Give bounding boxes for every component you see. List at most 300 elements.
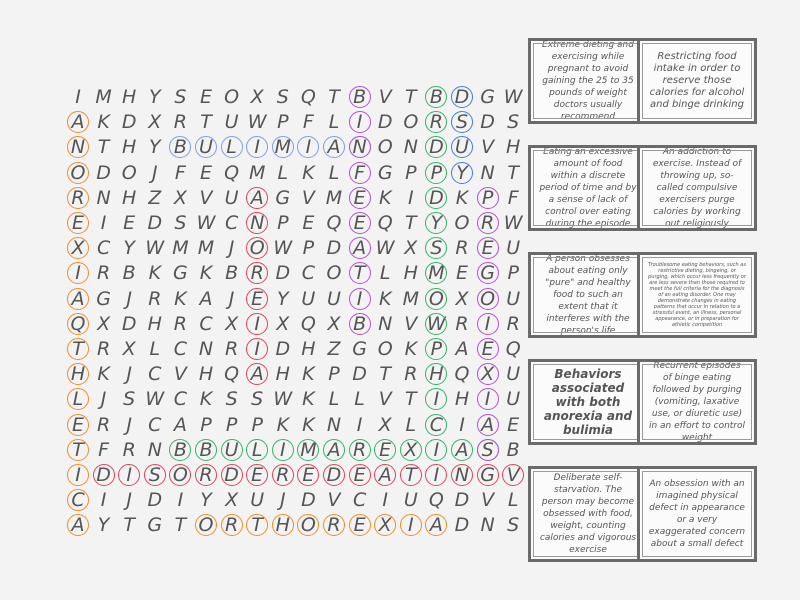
grid-letter[interactable]: W — [503, 86, 523, 108]
grid-letter[interactable]: O — [377, 136, 393, 159]
grid-letter[interactable]: Y — [456, 161, 468, 184]
grid-letter[interactable]: D — [275, 262, 291, 285]
grid-letter[interactable]: I — [305, 136, 312, 159]
grid-letter[interactable]: B — [353, 312, 367, 335]
grid-letter[interactable]: U — [224, 186, 239, 209]
grid-letter[interactable]: Q — [70, 312, 86, 335]
grid-letter[interactable]: I — [100, 212, 107, 234]
grid-letter[interactable]: I — [254, 338, 260, 360]
grid-letter[interactable]: B — [173, 136, 187, 159]
grid-letter[interactable]: P — [200, 413, 212, 436]
grid-letter[interactable]: W — [503, 212, 523, 234]
grid-letter[interactable]: A — [481, 413, 495, 436]
grid-letter[interactable]: B — [199, 438, 213, 461]
grid-letter[interactable]: H — [122, 186, 137, 209]
grid-letter[interactable]: A — [429, 514, 443, 537]
grid-letter[interactable]: X — [276, 312, 290, 335]
grid-letter[interactable]: H — [429, 363, 444, 386]
grid-letter[interactable]: Q — [300, 312, 316, 335]
grid-letter[interactable]: R — [352, 438, 367, 461]
grid-letter[interactable]: C — [173, 338, 188, 360]
grid-letter[interactable]: W — [196, 212, 216, 234]
grid-letter[interactable]: B — [225, 262, 239, 285]
grid-letter[interactable]: S — [455, 111, 469, 134]
grid-letter[interactable]: G — [96, 287, 111, 310]
grid-letter[interactable]: X — [225, 489, 239, 512]
grid-letter[interactable]: X — [481, 363, 495, 386]
grid-letter[interactable]: G — [173, 262, 188, 285]
grid-letter[interactable]: F — [174, 161, 186, 184]
grid-letter[interactable]: L — [277, 161, 289, 184]
grid-letter[interactable]: P — [277, 212, 289, 234]
grid-letter[interactable]: A — [71, 514, 85, 537]
grid-letter[interactable]: S — [174, 212, 187, 234]
grid-letter[interactable]: X — [327, 312, 341, 335]
grid-letter[interactable]: D — [326, 237, 342, 260]
grid-letter[interactable]: X — [378, 413, 392, 436]
grid-letter[interactable]: R — [455, 312, 469, 335]
grid-letter[interactable]: M — [197, 237, 215, 260]
grid-letter[interactable]: H — [403, 262, 418, 285]
grid-letter[interactable]: B — [173, 438, 187, 461]
grid-letter[interactable]: X — [250, 86, 264, 108]
grid-letter[interactable]: R — [148, 287, 162, 310]
grid-letter[interactable]: X — [404, 237, 418, 260]
grid-letter[interactable]: P — [405, 161, 417, 184]
grid-letter[interactable]: I — [75, 262, 81, 285]
grid-letter[interactable]: H — [275, 514, 290, 537]
grid-letter[interactable]: D — [275, 338, 291, 360]
grid-letter[interactable]: Y — [123, 237, 135, 260]
grid-letter[interactable]: G — [480, 262, 495, 285]
grid-letter[interactable]: T — [404, 86, 417, 108]
grid-letter[interactable]: W — [375, 237, 395, 260]
grid-letter[interactable]: R — [480, 212, 495, 234]
grid-letter[interactable]: T — [507, 161, 519, 184]
grid-letter[interactable]: U — [327, 287, 341, 310]
grid-letter[interactable]: H — [70, 363, 86, 386]
grid-letter[interactable]: X — [225, 312, 239, 335]
grid-letter[interactable]: K — [302, 413, 315, 436]
clue-card-6[interactable] — [637, 252, 757, 338]
grid-letter[interactable]: J — [228, 237, 235, 260]
clue-card-5[interactable] — [528, 252, 648, 338]
grid-letter[interactable]: E — [507, 413, 520, 436]
grid-letter[interactable]: U — [224, 438, 239, 461]
grid-letter[interactable]: V — [301, 186, 315, 209]
grid-letter[interactable]: K — [148, 262, 162, 285]
grid-letter[interactable]: S — [481, 438, 494, 461]
grid-letter[interactable]: Y — [148, 86, 161, 108]
grid-letter[interactable]: T — [200, 111, 212, 134]
grid-letter[interactable]: L — [379, 262, 391, 285]
grid-letter[interactable]: V — [173, 363, 187, 386]
grid-letter[interactable]: I — [75, 464, 81, 486]
grid-letter[interactable]: K — [97, 111, 110, 134]
grid-letter[interactable]: U — [224, 111, 239, 134]
grid-letter[interactable]: P — [507, 262, 519, 285]
grid-letter[interactable]: Q — [224, 161, 240, 184]
grid-letter[interactable]: M — [428, 262, 445, 285]
grid-letter[interactable]: R — [250, 262, 264, 285]
grid-letter[interactable]: I — [100, 489, 107, 512]
grid-letter[interactable]: I — [433, 388, 440, 411]
grid-letter[interactable]: G — [275, 186, 291, 209]
clue-card-8[interactable] — [637, 359, 757, 445]
grid-letter[interactable]: K — [302, 388, 315, 411]
grid-letter[interactable]: B — [506, 438, 520, 461]
grid-letter[interactable]: U — [250, 489, 265, 512]
grid-letter[interactable]: V — [404, 312, 418, 335]
grid-letter[interactable]: E — [251, 287, 264, 310]
grid-letter[interactable]: S — [276, 86, 289, 108]
grid-letter[interactable]: Z — [148, 186, 162, 209]
grid-letter[interactable]: T — [174, 514, 187, 537]
grid-letter[interactable]: N — [70, 136, 86, 159]
grid-letter[interactable]: Q — [377, 212, 393, 234]
grid-letter[interactable]: Q — [505, 338, 521, 360]
grid-letter[interactable]: I — [356, 111, 363, 134]
grid-letter[interactable]: O — [403, 111, 419, 134]
grid-letter[interactable]: C — [148, 363, 162, 386]
grid-letter[interactable]: R — [173, 111, 187, 134]
grid-letter[interactable]: S — [123, 388, 136, 411]
grid-letter[interactable]: J — [228, 287, 235, 310]
grid-letter[interactable]: N — [480, 161, 495, 184]
grid-letter[interactable]: L — [251, 438, 263, 461]
grid-letter[interactable]: A — [199, 287, 213, 310]
grid-letter[interactable]: I — [407, 186, 414, 209]
grid-letter[interactable]: B — [122, 262, 136, 285]
grid-letter[interactable]: P — [328, 363, 340, 386]
grid-letter[interactable]: E — [251, 464, 264, 486]
grid-letter[interactable]: I — [433, 438, 440, 461]
grid-letter[interactable]: K — [174, 287, 187, 310]
grid-letter[interactable]: J — [151, 161, 158, 184]
grid-letter[interactable]: Q — [300, 86, 316, 108]
grid-letter[interactable]: F — [507, 186, 519, 209]
grid-letter[interactable]: Y — [276, 287, 289, 310]
grid-letter[interactable]: O — [428, 287, 444, 310]
grid-letter[interactable]: P — [430, 161, 443, 184]
grid-letter[interactable]: B — [429, 86, 443, 108]
grid-letter[interactable]: O — [454, 212, 470, 234]
grid-letter[interactable]: N — [352, 136, 367, 159]
grid-letter[interactable]: W — [247, 111, 267, 134]
grid-letter[interactable]: U — [403, 489, 418, 512]
grid-letter[interactable]: L — [328, 388, 340, 411]
grid-letter[interactable]: W — [145, 237, 165, 260]
grid-letter[interactable]: K — [97, 363, 110, 386]
grid-letter[interactable]: I — [126, 464, 132, 486]
grid-letter[interactable]: R — [224, 338, 239, 360]
grid-letter[interactable]: P — [302, 237, 315, 260]
grid-letter[interactable]: P — [251, 413, 263, 436]
grid-letter[interactable]: U — [455, 136, 469, 159]
grid-letter[interactable]: Q — [454, 363, 470, 386]
grid-letter[interactable]: E — [353, 514, 366, 537]
grid-letter[interactable]: A — [250, 186, 264, 209]
grid-letter[interactable]: O — [70, 161, 86, 184]
grid-letter[interactable]: D — [96, 464, 111, 486]
grid-letter[interactable]: X — [378, 514, 392, 537]
grid-letter[interactable]: J — [279, 489, 286, 512]
grid-letter[interactable]: X — [148, 111, 162, 134]
clue-card-1[interactable] — [528, 38, 648, 124]
grid-letter[interactable]: C — [429, 413, 444, 436]
grid-letter[interactable]: O — [300, 514, 316, 537]
grid-letter[interactable]: B — [353, 86, 367, 108]
grid-letter[interactable]: U — [506, 287, 521, 310]
grid-letter[interactable]: M — [172, 237, 189, 260]
grid-letter[interactable]: E — [481, 237, 494, 260]
grid-letter[interactable]: F — [354, 161, 366, 184]
grid-letter[interactable]: A — [455, 338, 469, 360]
grid-letter[interactable]: E — [199, 86, 212, 108]
grid-letter[interactable]: T — [72, 338, 84, 360]
grid-letter[interactable]: O — [480, 287, 496, 310]
grid-letter[interactable]: C — [96, 237, 111, 260]
grid-letter[interactable]: L — [149, 338, 161, 360]
grid-letter[interactable]: D — [454, 514, 470, 537]
grid-letter[interactable]: E — [353, 212, 366, 234]
grid-letter[interactable]: U — [506, 388, 521, 411]
grid-letter[interactable]: N — [198, 338, 214, 360]
grid-letter[interactable]: R — [96, 413, 111, 436]
grid-letter[interactable]: T — [251, 514, 263, 537]
grid-letter[interactable]: D — [301, 489, 316, 512]
grid-letter[interactable]: L — [405, 413, 417, 436]
grid-letter[interactable]: A — [327, 438, 341, 461]
grid-letter[interactable]: H — [506, 136, 521, 159]
grid-letter[interactable]: H — [198, 363, 214, 386]
grid-letter[interactable]: N — [326, 413, 342, 436]
grid-letter[interactable]: S — [251, 388, 264, 411]
grid-letter[interactable]: J — [126, 489, 132, 512]
grid-letter[interactable]: O — [377, 338, 393, 360]
grid-letter[interactable]: S — [430, 237, 443, 260]
grid-letter[interactable]: A — [173, 413, 187, 436]
grid-letter[interactable]: X — [404, 438, 418, 461]
grid-letter[interactable]: C — [148, 413, 162, 436]
grid-letter[interactable]: C — [71, 489, 85, 512]
grid-letter[interactable]: E — [302, 464, 315, 486]
grid-letter[interactable]: N — [147, 438, 162, 461]
grid-letter[interactable]: K — [378, 186, 392, 209]
grid-letter[interactable]: Y — [148, 136, 161, 159]
grid-letter[interactable]: M — [325, 186, 343, 209]
grid-letter[interactable]: A — [455, 438, 469, 461]
grid-letter[interactable]: R — [429, 111, 443, 134]
grid-letter[interactable]: E — [302, 212, 315, 234]
grid-letter[interactable]: R — [173, 312, 187, 335]
grid-letter[interactable]: X — [455, 287, 469, 310]
grid-letter[interactable]: R — [276, 464, 290, 486]
grid-letter[interactable]: J — [126, 287, 132, 310]
grid-letter[interactable]: O — [172, 464, 188, 486]
clue-card-7[interactable] — [528, 359, 648, 445]
grid-letter[interactable]: R — [455, 237, 469, 260]
grid-letter[interactable]: R — [71, 186, 85, 209]
grid-letter[interactable]: O — [198, 514, 214, 537]
grid-letter[interactable]: N — [250, 212, 265, 234]
grid-letter[interactable]: I — [433, 464, 440, 486]
grid-letter[interactable]: D — [121, 111, 137, 134]
clue-card-9[interactable] — [528, 466, 648, 562]
grid-letter[interactable]: U — [301, 287, 316, 310]
grid-letter[interactable]: I — [75, 86, 81, 108]
grid-letter[interactable]: C — [224, 212, 239, 234]
grid-letter[interactable]: V — [481, 489, 495, 512]
grid-letter[interactable]: I — [254, 312, 260, 335]
grid-letter[interactable]: O — [326, 262, 342, 285]
grid-letter[interactable]: A — [71, 287, 85, 310]
grid-letter[interactable]: A — [378, 464, 392, 486]
grid-letter[interactable]: S — [507, 514, 520, 537]
grid-letter[interactable]: N — [480, 514, 495, 537]
grid-letter[interactable]: X — [71, 237, 85, 260]
grid-letter[interactable]: E — [353, 186, 366, 209]
grid-letter[interactable]: Y — [200, 489, 212, 512]
grid-letter[interactable]: D — [326, 464, 342, 486]
grid-letter[interactable]: D — [96, 161, 111, 184]
grid-letter[interactable]: D — [377, 111, 393, 134]
grid-letter[interactable]: M — [95, 86, 112, 108]
grid-letter[interactable]: S — [174, 86, 187, 108]
grid-letter[interactable]: E — [455, 262, 468, 285]
grid-letter[interactable]: D — [121, 312, 137, 335]
grid-letter[interactable]: R — [506, 312, 520, 335]
grid-letter[interactable]: H — [454, 388, 470, 411]
grid-letter[interactable]: K — [276, 413, 290, 436]
clue-card-2[interactable] — [637, 38, 757, 124]
grid-letter[interactable]: P — [225, 413, 238, 436]
grid-letter[interactable]: D — [147, 489, 163, 512]
grid-letter[interactable]: X — [173, 186, 187, 209]
grid-letter[interactable]: K — [378, 287, 392, 310]
grid-letter[interactable]: Y — [430, 212, 443, 234]
grid-letter[interactable]: G — [377, 161, 393, 184]
grid-letter[interactable]: C — [199, 312, 213, 335]
grid-letter[interactable]: G — [147, 514, 163, 537]
grid-letter[interactable]: H — [301, 338, 316, 360]
grid-letter[interactable]: Q — [224, 363, 240, 386]
grid-letter[interactable]: P — [430, 338, 443, 360]
grid-letter[interactable]: V — [481, 136, 495, 159]
grid-letter[interactable]: K — [455, 186, 469, 209]
grid-letter[interactable]: E — [71, 212, 84, 234]
grid-letter[interactable]: E — [199, 161, 212, 184]
grid-letter[interactable]: L — [354, 388, 365, 411]
grid-letter[interactable]: T — [404, 464, 417, 486]
grid-letter[interactable]: D — [352, 363, 367, 386]
grid-letter[interactable]: I — [254, 136, 260, 159]
grid-letter[interactable]: N — [403, 136, 418, 159]
grid-letter[interactable]: Q — [326, 212, 342, 234]
grid-letter[interactable]: V — [327, 489, 341, 512]
grid-letter[interactable]: U — [199, 136, 213, 159]
grid-letter[interactable]: U — [506, 237, 521, 260]
grid-letter[interactable]: E — [379, 438, 392, 461]
grid-letter[interactable]: A — [71, 111, 85, 134]
grid-letter[interactable]: D — [454, 86, 470, 108]
grid-letter[interactable]: W — [426, 312, 446, 335]
clue-card-4[interactable] — [637, 145, 757, 231]
grid-letter[interactable]: R — [327, 514, 341, 537]
grid-letter[interactable]: W — [145, 388, 165, 411]
grid-letter[interactable]: O — [121, 161, 137, 184]
grid-letter[interactable]: S — [225, 388, 238, 411]
grid-letter[interactable]: T — [404, 388, 417, 411]
grid-letter[interactable]: M — [248, 161, 266, 184]
grid-letter[interactable]: H — [275, 363, 290, 386]
grid-letter[interactable]: V — [506, 464, 520, 486]
grid-letter[interactable]: V — [378, 388, 392, 411]
grid-letter[interactable]: E — [353, 464, 366, 486]
grid-letter[interactable]: T — [97, 136, 110, 159]
grid-letter[interactable]: I — [177, 489, 184, 512]
grid-letter[interactable]: L — [328, 161, 340, 184]
grid-letter[interactable]: C — [173, 388, 188, 411]
grid-letter[interactable]: L — [328, 111, 340, 134]
grid-letter[interactable]: N — [96, 186, 111, 209]
grid-letter[interactable]: N — [454, 464, 470, 486]
grid-letter[interactable]: S — [148, 464, 161, 486]
grid-letter[interactable]: G — [352, 338, 367, 360]
grid-letter[interactable]: Q — [428, 489, 444, 512]
grid-letter[interactable]: D — [147, 212, 163, 234]
grid-letter[interactable]: J — [126, 413, 132, 436]
grid-letter[interactable]: I — [459, 413, 465, 436]
grid-letter[interactable]: L — [507, 489, 519, 512]
grid-letter[interactable]: R — [224, 514, 239, 537]
grid-letter[interactable]: E — [481, 338, 494, 360]
grid-letter[interactable]: M — [300, 438, 317, 461]
grid-letter[interactable]: D — [429, 136, 444, 159]
grid-letter[interactable]: G — [480, 86, 495, 108]
grid-letter[interactable]: C — [301, 262, 316, 285]
grid-letter[interactable]: D — [224, 464, 239, 486]
grid-letter[interactable]: Y — [97, 514, 110, 537]
grid-letter[interactable]: X — [122, 338, 136, 360]
grid-letter[interactable]: W — [273, 237, 293, 260]
clue-card-10[interactable] — [637, 466, 757, 562]
grid-letter[interactable]: F — [302, 111, 314, 134]
grid-letter[interactable]: L — [72, 388, 84, 411]
grid-letter[interactable]: I — [484, 312, 491, 335]
clue-card-3[interactable] — [528, 145, 648, 231]
grid-letter[interactable]: R — [96, 262, 111, 285]
grid-letter[interactable]: R — [199, 464, 213, 486]
grid-letter[interactable]: N — [378, 312, 393, 335]
grid-letter[interactable]: T — [379, 363, 391, 386]
grid-letter[interactable]: V — [199, 186, 213, 209]
grid-letter[interactable]: D — [429, 186, 444, 209]
grid-letter[interactable]: R — [96, 338, 111, 360]
grid-letter[interactable]: I — [382, 489, 388, 512]
grid-letter[interactable]: L — [226, 136, 237, 159]
grid-letter[interactable]: A — [353, 237, 367, 260]
grid-letter[interactable]: D — [480, 111, 495, 134]
grid-letter[interactable]: U — [506, 363, 521, 386]
grid-letter[interactable]: A — [250, 363, 264, 386]
grid-letter[interactable]: H — [122, 86, 137, 108]
grid-letter[interactable]: K — [302, 161, 315, 184]
grid-letter[interactable]: H — [122, 136, 137, 159]
grid-letter[interactable]: I — [356, 413, 363, 436]
grid-letter[interactable]: W — [273, 388, 293, 411]
grid-letter[interactable]: M — [274, 136, 291, 159]
